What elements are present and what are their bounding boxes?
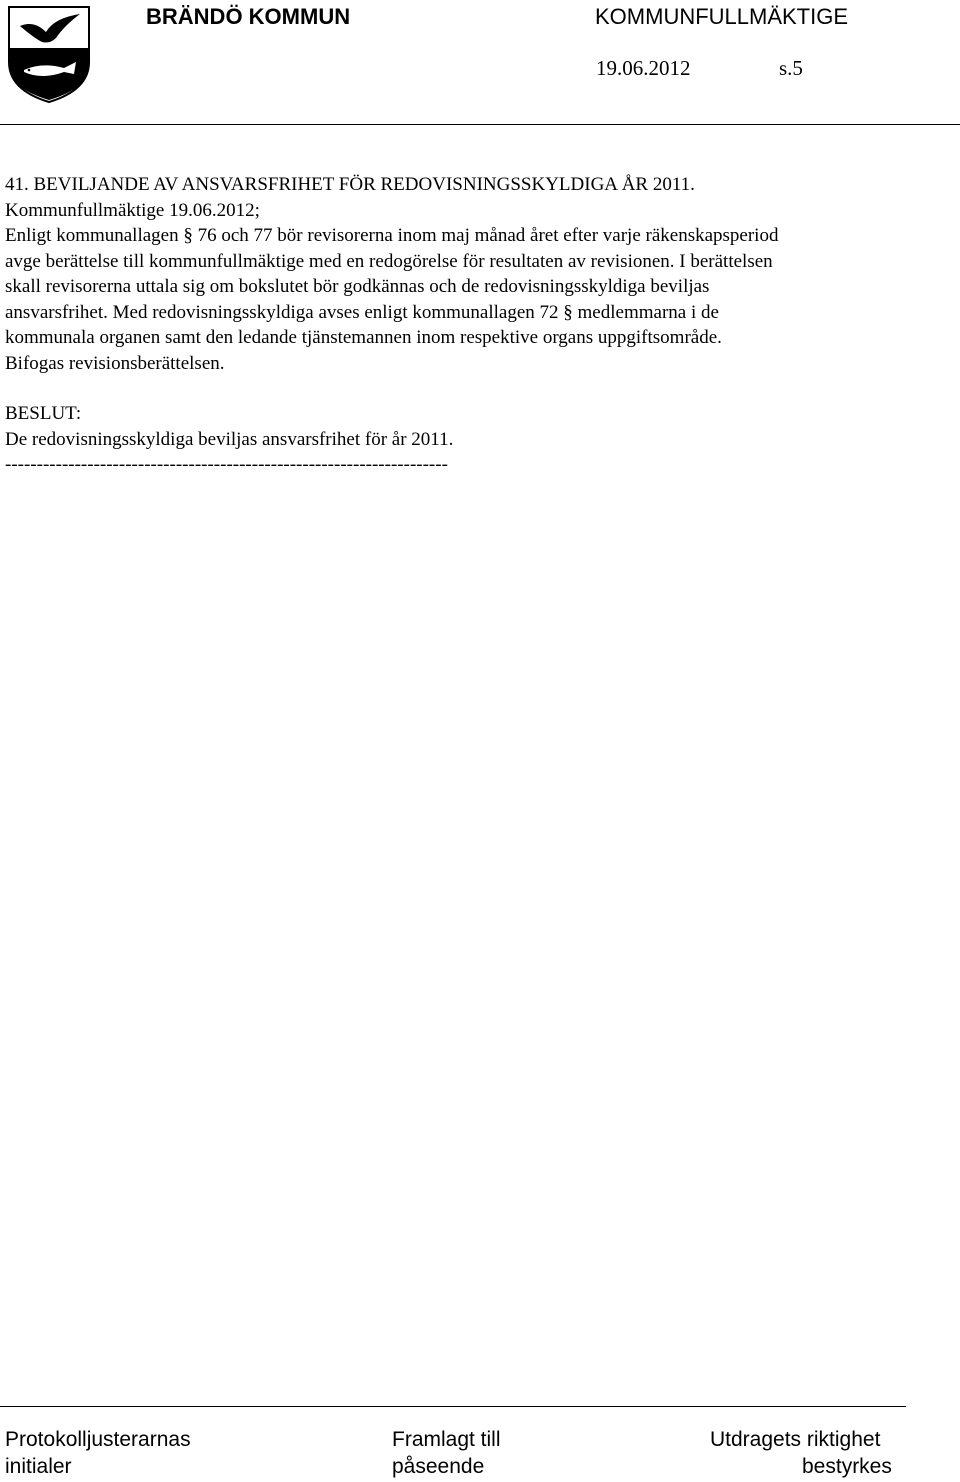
footer-label: Framlagt till	[392, 1428, 501, 1451]
meeting-reference: Kommunfullmäktige 19.06.2012;	[5, 199, 260, 221]
paragraph-line: Bifogas revisionsberättelsen.	[5, 352, 225, 374]
spacer	[5, 376, 955, 401]
footer-displayed	[392, 1426, 501, 1480]
coat-of-arms-icon	[6, 4, 92, 104]
footer-signatures	[5, 1426, 191, 1480]
decision-label: BESLUT:	[5, 403, 82, 424]
meeting-body: KOMMUNFULLMÄKTIGE	[595, 4, 849, 29]
paragraph-line: avge berättelse till kommunfullmäktige med en redogörelse för resultaten av revisionen. I berättelsen	[5, 250, 773, 272]
footer-label: bestyrkes	[802, 1455, 892, 1478]
footer-label: Protokolljusterarnas	[5, 1428, 191, 1451]
agenda-item	[5, 172, 955, 478]
paragraph-line: kommunala organen samt den ledande tjänstemannen inom respektive organs uppgiftsområde.	[5, 327, 722, 348]
paragraph-line: ansvarsfrihet. Med redovisningsskyldiga avses enligt kommunallagen 72 § medlemmarna i de	[5, 301, 719, 323]
decision-text: De redovisningsskyldiga beviljas ansvarsfrihet för år 2011.	[5, 428, 454, 450]
footer-label: påseende	[392, 1455, 485, 1478]
page-number: s.5	[779, 56, 803, 80]
organization-name: BRÄNDÖ KOMMUN	[146, 4, 351, 29]
footer-certified	[710, 1426, 892, 1480]
footer-label: Utdragets riktighet	[710, 1428, 881, 1451]
header-divider	[0, 124, 960, 125]
separator-line: ----------------------------------------------------------------------	[5, 454, 448, 475]
meeting-date: 19.06.2012	[596, 56, 691, 80]
footer-label: initialer	[5, 1455, 72, 1478]
paragraph-line: Enligt kommunallagen § 76 och 77 bör revisorerna inom maj månad året efter varje räkenskapsperiod	[5, 225, 779, 246]
footer-divider	[0, 1406, 906, 1407]
item-title: 41. BEVILJANDE AV ANSVARSFRIHET FÖR REDOVISNINGSSKYLDIGA ÅR 2011.	[5, 174, 695, 195]
paragraph-line: skall revisorerna uttala sig om bokslutet bör godkännas och de redovisningsskyldiga beviljas	[5, 276, 710, 297]
